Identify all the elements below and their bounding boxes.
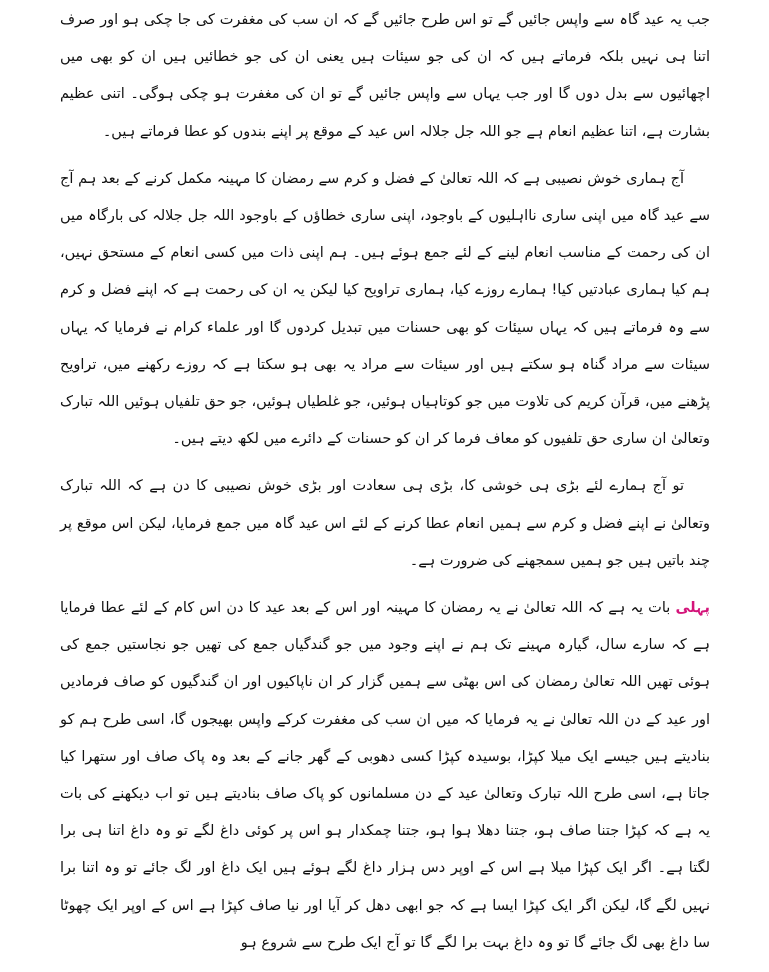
paragraph-2-text: آج ہماری خوش نصیبی ہے کہ اللہ تعالیٰ کے فضل و کرم سے رمضان کا مہینہ مکمل کرنے کے بعد ہم آج سے عید گاہ میں اپنی ساری نااہلیوں کے باوجود، اپنی ساری خطاؤں کے باوجود اللہ جل جلالہ کی بارگاہ میں ان کی رحمت کے مناسب انعام لینے کے لئے جمع ہوئے ہیں۔ ہم اپنی ذات میں کسی انعام کے مستحق نہیں، ہم کیا ہماری عبادتیں کیا! ہمارے روزے کیا، ہماری تراویح کیا لیکن یہ ان کی رحمت ہے کہ اپنے فضل و کرم سے وہ فرماتے ہیں کہ یہاں سیئات کو بھی حسنات میں تبدیل کردوں گا اور علماء کرام نے فرمایا کہ یہاں سیئات سے مراد گناہ ہو سکتے ہیں اور سیئات سے مراد یہ بھی ہو سکتا ہے کہ روزے رکھنے میں، تراویح پڑھنے میں، قرآن کریم کی تلاوت میں جو کوتاہیاں ہوئیں، جو غلطیاں ہوئیں، جو حق تلفیاں ہوئیں اللہ تبارک وتعالیٰ ان ساری حق تلفیوں کو معاف فرما کر ان کو حسنات کے دائرے میں لکھ دیتے ہیں۔ (60, 170, 710, 448)
paragraph-4-text: بات یہ ہے کہ اللہ تعالیٰ نے یہ رمضان کا مہینہ اور اس کے بعد عید کا دن اس کام کے لئے عطا فرمایا ہے کہ سارے سال، گیارہ مہینے تک ہم نے اپنے وجود میں جو گندگیاں جمع کی تھیں جو نجاستیں جمع کی ہوئی تھیں اللہ تعالیٰ رمضان کی اس بھٹی سے ہمیں گزار کر ان ناپاکیوں اور ان گندگیوں کو صاف فرمادیں اور عید کے دن اللہ تعالیٰ نے یہ فرمایا کہ میں ان سب کی مغفرت کرکے واپس بھیجوں گا، اسی طرح ہم کو بنادیتے ہیں جیسے ایک میلا کپڑا، بوسیدہ کپڑا کسی دھوبی کے گھر جانے کے بعد وہ پاک صاف اور ستھرا کیا جاتا ہے، اسی طرح اللہ تبارک وتعالیٰ عید کے دن مسلمانوں کو پاک صاف بنادیتے ہیں تو اب دیکھنے کی بات یہ ہے کہ کپڑا جتنا صاف ہو، جتنا دھلا ہوا ہو، جتنا چمکدار ہو اس پر کوئی داغ لگے تو وہ داغ اتنا ہی برا لگتا ہے۔ اگر ایک کپڑا میلا ہے اس کے اوپر دس ہزار داغ لگے ہوئے ہیں ایک داغ اور لگ جائے تو وہ اتنا برا نہیں لگے گا، لیکن اگر ایک کپڑا ایسا ہے کہ جو ابھی دھل کر آیا اور نیا صاف کپڑا ہے اس کے اوپر ایک چھوٹا سا داغ بھی لگ جائے گا تو وہ داغ بہت برا لگے گا تو آج ایک طرح سے شروع ہو (60, 600, 710, 951)
paragraph-2 (60, 161, 710, 459)
paragraph-1-text: جب یہ عید گاہ سے واپس جائیں گے تو اس طرح جائیں گے کہ ان سب کی مغفرت کی جا چکی ہو اور صرف اتنا ہی نہیں بلکہ فرماتے ہیں کہ ان کی جو سیئات ہیں یعنی ان کی جو خطائیں ہیں ان کو بھی میں اچھائیوں سے بدل دوں گا اور جب یہاں سے واپس جائیں گے تو ان کی مغفرت ہو چکی ہوگی۔ اتنی عظیم بشارت ہے، اتنا عظیم انعام ہے جو اللہ جل جلالہ اس عید کے موقع پر اپنے بندوں کو عطا فرماتے ہیں۔ (60, 12, 710, 140)
document-page (60, 2, 710, 972)
paragraph-3-text: تو آج ہمارے لئے بڑی ہی خوشی کا، بڑی ہی سعادت اور بڑی خوش نصیبی کا دن ہے کہ اللہ تبارک وتعالیٰ نے اپنے فضل و کرم سے ہمیں انعام عطا کرنے کے لئے اس عید گاہ میں جمع فرمایا، لیکن اس موقع پر چند باتیں ہیں جو ہمیں سمجھنے کی ضرورت ہے۔ (60, 478, 710, 569)
paragraph-3 (60, 468, 710, 580)
paragraph-4-lead-word: پہلی (675, 600, 710, 617)
paragraph-1 (60, 2, 710, 151)
paragraph-4 (60, 590, 710, 962)
